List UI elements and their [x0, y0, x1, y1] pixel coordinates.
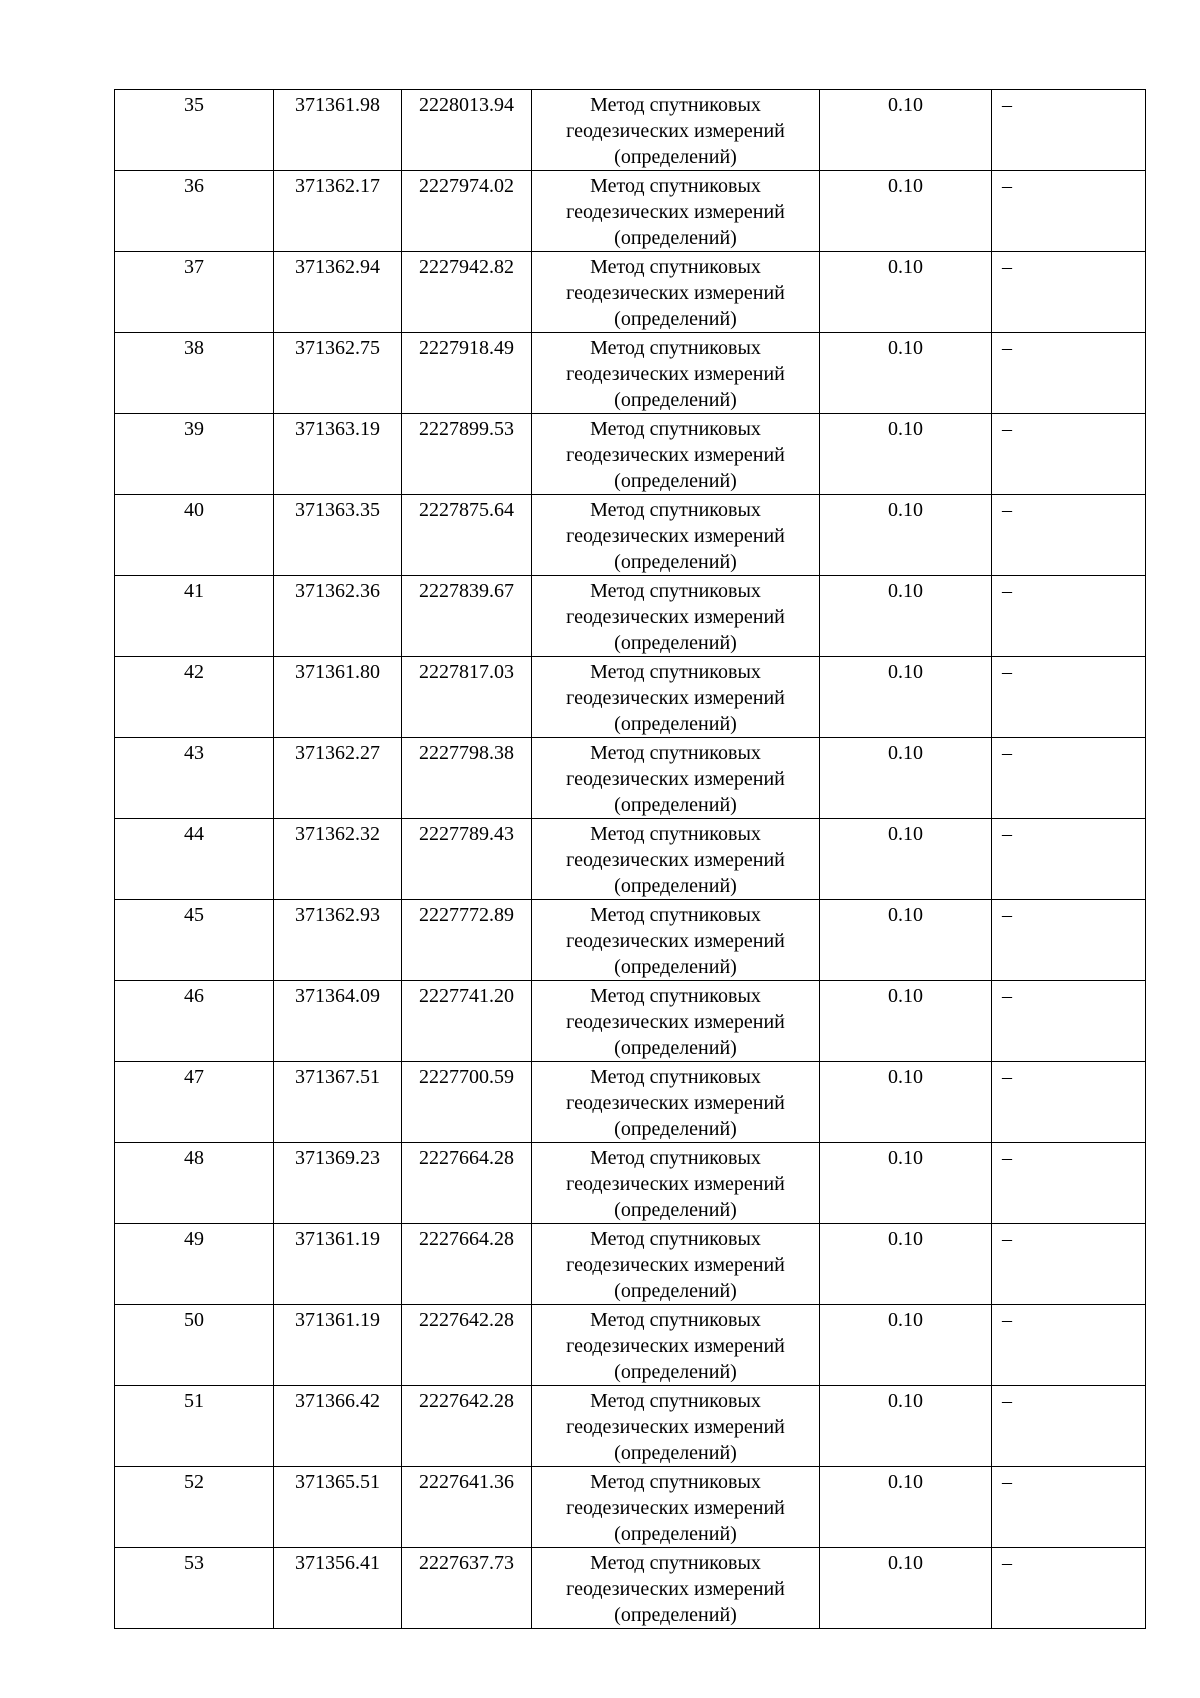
y-coordinate-cell: 2227642.28: [402, 1386, 532, 1467]
table-row: [115, 171, 1146, 252]
y-coordinate-cell: 2227772.89: [402, 900, 532, 981]
x-coordinate-cell: 371356.41: [274, 1548, 402, 1629]
table-row: [115, 414, 1146, 495]
method-text-line: (определений): [614, 632, 737, 654]
method-cell: [532, 819, 820, 900]
x-coordinate-cell: 371362.93: [274, 900, 402, 981]
accuracy-cell: 0.10: [820, 1548, 992, 1629]
x-coordinate-cell: 371361.19: [274, 1224, 402, 1305]
method-cell: [532, 576, 820, 657]
note-cell: –: [992, 738, 1146, 819]
accuracy-cell: 0.10: [820, 900, 992, 981]
y-coordinate-cell: 2227918.49: [402, 333, 532, 414]
table-row: [115, 90, 1146, 171]
method-text-line: (определений): [614, 1118, 737, 1140]
method-text-line: (определений): [614, 875, 737, 897]
method-text-line: геодезических измерений: [566, 606, 785, 628]
note-cell: –: [992, 1548, 1146, 1629]
x-coordinate-cell: 371367.51: [274, 1062, 402, 1143]
point-number-cell: 37: [115, 252, 274, 333]
method-text-line: Метод спутниковых: [590, 661, 761, 683]
table-row: [115, 819, 1146, 900]
point-number-cell: 45: [115, 900, 274, 981]
method-text-line: (определений): [614, 308, 737, 330]
y-coordinate-cell: 2227899.53: [402, 414, 532, 495]
accuracy-cell: 0.10: [820, 1224, 992, 1305]
table-row: [115, 1467, 1146, 1548]
y-coordinate-cell: 2227839.67: [402, 576, 532, 657]
method-text-line: Метод спутниковых: [590, 94, 761, 116]
method-text-line: (определений): [614, 1523, 737, 1545]
y-coordinate-cell: 2227664.28: [402, 1224, 532, 1305]
accuracy-cell: 0.10: [820, 1143, 992, 1224]
method-cell: [532, 1386, 820, 1467]
note-cell: –: [992, 90, 1146, 171]
method-cell: [532, 900, 820, 981]
point-number-cell: 43: [115, 738, 274, 819]
x-coordinate-cell: 371361.80: [274, 657, 402, 738]
method-text-line: (определений): [614, 551, 737, 573]
note-cell: –: [992, 333, 1146, 414]
x-coordinate-cell: 371362.36: [274, 576, 402, 657]
x-coordinate-cell: 371362.17: [274, 171, 402, 252]
accuracy-cell: 0.10: [820, 1467, 992, 1548]
accuracy-cell: 0.10: [820, 819, 992, 900]
method-cell: [532, 1305, 820, 1386]
accuracy-cell: 0.10: [820, 414, 992, 495]
method-cell: [532, 171, 820, 252]
method-text-line: (определений): [614, 1199, 737, 1221]
method-cell: [532, 738, 820, 819]
table-row: [115, 900, 1146, 981]
y-coordinate-cell: 2228013.94: [402, 90, 532, 171]
method-text-line: Метод спутниковых: [590, 1552, 761, 1574]
point-number-cell: 53: [115, 1548, 274, 1629]
method-text-line: геодезических измерений: [566, 687, 785, 709]
note-cell: –: [992, 981, 1146, 1062]
accuracy-cell: 0.10: [820, 495, 992, 576]
point-number-cell: 35: [115, 90, 274, 171]
point-number-cell: 36: [115, 171, 274, 252]
x-coordinate-cell: 371361.98: [274, 90, 402, 171]
method-text-line: Метод спутниковых: [590, 337, 761, 359]
x-coordinate-cell: 371369.23: [274, 1143, 402, 1224]
accuracy-cell: 0.10: [820, 1062, 992, 1143]
method-text-line: Метод спутниковых: [590, 1066, 761, 1088]
method-text-line: (определений): [614, 1361, 737, 1383]
method-text-line: геодезических измерений: [566, 1173, 785, 1195]
method-text-line: Метод спутниковых: [590, 904, 761, 926]
method-text-line: (определений): [614, 389, 737, 411]
y-coordinate-cell: 2227942.82: [402, 252, 532, 333]
method-text-line: геодезических измерений: [566, 525, 785, 547]
method-text-line: Метод спутниковых: [590, 1147, 761, 1169]
point-number-cell: 46: [115, 981, 274, 1062]
method-text-line: (определений): [614, 227, 737, 249]
table-row: [115, 1143, 1146, 1224]
method-text-line: (определений): [614, 713, 737, 735]
y-coordinate-cell: 2227664.28: [402, 1143, 532, 1224]
method-text-line: Метод спутниковых: [590, 418, 761, 440]
method-text-line: геодезических измерений: [566, 201, 785, 223]
x-coordinate-cell: 371363.19: [274, 414, 402, 495]
accuracy-cell: 0.10: [820, 171, 992, 252]
table-row: [115, 1224, 1146, 1305]
note-cell: –: [992, 576, 1146, 657]
table-row: [115, 252, 1146, 333]
accuracy-cell: 0.10: [820, 657, 992, 738]
method-text-line: (определений): [614, 470, 737, 492]
method-text-line: Метод спутниковых: [590, 1309, 761, 1331]
note-cell: –: [992, 1224, 1146, 1305]
point-number-cell: 47: [115, 1062, 274, 1143]
method-text-line: геодезических измерений: [566, 363, 785, 385]
note-cell: –: [992, 414, 1146, 495]
method-text-line: (определений): [614, 1037, 737, 1059]
accuracy-cell: 0.10: [820, 576, 992, 657]
point-number-cell: 49: [115, 1224, 274, 1305]
point-number-cell: 41: [115, 576, 274, 657]
table-row: [115, 333, 1146, 414]
x-coordinate-cell: 371362.94: [274, 252, 402, 333]
y-coordinate-cell: 2227974.02: [402, 171, 532, 252]
note-cell: –: [992, 495, 1146, 576]
table-row: [115, 495, 1146, 576]
x-coordinate-cell: 371366.42: [274, 1386, 402, 1467]
method-text-line: геодезических измерений: [566, 1335, 785, 1357]
method-text-line: геодезических измерений: [566, 1416, 785, 1438]
y-coordinate-cell: 2227817.03: [402, 657, 532, 738]
table-row: [115, 1548, 1146, 1629]
method-text-line: Метод спутниковых: [590, 823, 761, 845]
note-cell: –: [992, 171, 1146, 252]
point-number-cell: 51: [115, 1386, 274, 1467]
method-text-line: геодезических измерений: [566, 768, 785, 790]
table-row: [115, 1305, 1146, 1386]
point-number-cell: 50: [115, 1305, 274, 1386]
method-text-line: (определений): [614, 1604, 737, 1626]
note-cell: –: [992, 657, 1146, 738]
note-cell: –: [992, 819, 1146, 900]
method-text-line: (определений): [614, 956, 737, 978]
method-cell: [532, 90, 820, 171]
method-text-line: Метод спутниковых: [590, 175, 761, 197]
method-cell: [532, 414, 820, 495]
y-coordinate-cell: 2227789.43: [402, 819, 532, 900]
method-text-line: Метод спутниковых: [590, 742, 761, 764]
accuracy-cell: 0.10: [820, 738, 992, 819]
method-text-line: (определений): [614, 794, 737, 816]
table-row: [115, 1386, 1146, 1467]
method-text-line: геодезических измерений: [566, 444, 785, 466]
point-number-cell: 38: [115, 333, 274, 414]
accuracy-cell: 0.10: [820, 333, 992, 414]
method-text-line: геодезических измерений: [566, 1578, 785, 1600]
method-text-line: Метод спутниковых: [590, 985, 761, 1007]
method-text-line: Метод спутниковых: [590, 499, 761, 521]
accuracy-cell: 0.10: [820, 252, 992, 333]
y-coordinate-cell: 2227741.20: [402, 981, 532, 1062]
method-text-line: геодезических измерений: [566, 930, 785, 952]
x-coordinate-cell: 371363.35: [274, 495, 402, 576]
table-row: [115, 657, 1146, 738]
method-cell: [532, 1467, 820, 1548]
method-cell: [532, 252, 820, 333]
method-text-line: геодезических измерений: [566, 282, 785, 304]
method-cell: [532, 1143, 820, 1224]
note-cell: –: [992, 252, 1146, 333]
method-text-line: Метод спутниковых: [590, 256, 761, 278]
method-text-line: геодезических измерений: [566, 120, 785, 142]
method-cell: [532, 333, 820, 414]
method-cell: [532, 495, 820, 576]
y-coordinate-cell: 2227642.28: [402, 1305, 532, 1386]
x-coordinate-cell: 371362.75: [274, 333, 402, 414]
y-coordinate-cell: 2227700.59: [402, 1062, 532, 1143]
x-coordinate-cell: 371364.09: [274, 981, 402, 1062]
method-text-line: Метод спутниковых: [590, 1390, 761, 1412]
table-body: [115, 90, 1146, 1629]
method-cell: [532, 1224, 820, 1305]
method-text-line: геодезических измерений: [566, 1497, 785, 1519]
method-cell: [532, 1548, 820, 1629]
method-text-line: (определений): [614, 1280, 737, 1302]
point-number-cell: 44: [115, 819, 274, 900]
x-coordinate-cell: 371365.51: [274, 1467, 402, 1548]
table-row: [115, 738, 1146, 819]
method-cell: [532, 981, 820, 1062]
accuracy-cell: 0.10: [820, 1386, 992, 1467]
note-cell: –: [992, 1467, 1146, 1548]
note-cell: –: [992, 900, 1146, 981]
y-coordinate-cell: 2227637.73: [402, 1548, 532, 1629]
x-coordinate-cell: 371362.32: [274, 819, 402, 900]
y-coordinate-cell: 2227875.64: [402, 495, 532, 576]
method-text-line: (определений): [614, 1442, 737, 1464]
method-text-line: Метод спутниковых: [590, 580, 761, 602]
point-number-cell: 48: [115, 1143, 274, 1224]
method-cell: [532, 657, 820, 738]
point-number-cell: 39: [115, 414, 274, 495]
accuracy-cell: 0.10: [820, 90, 992, 171]
y-coordinate-cell: 2227798.38: [402, 738, 532, 819]
method-text-line: геодезических измерений: [566, 1092, 785, 1114]
note-cell: –: [992, 1386, 1146, 1467]
point-number-cell: 40: [115, 495, 274, 576]
point-number-cell: 52: [115, 1467, 274, 1548]
table-row: [115, 576, 1146, 657]
table-row: [115, 981, 1146, 1062]
note-cell: –: [992, 1143, 1146, 1224]
method-cell: [532, 1062, 820, 1143]
method-text-line: Метод спутниковых: [590, 1471, 761, 1493]
method-text-line: геодезических измерений: [566, 1254, 785, 1276]
method-text-line: (определений): [614, 146, 737, 168]
method-text-line: геодезических измерений: [566, 849, 785, 871]
x-coordinate-cell: 371362.27: [274, 738, 402, 819]
method-text-line: Метод спутниковых: [590, 1228, 761, 1250]
table-row: [115, 1062, 1146, 1143]
y-coordinate-cell: 2227641.36: [402, 1467, 532, 1548]
accuracy-cell: 0.10: [820, 1305, 992, 1386]
method-text-line: геодезических измерений: [566, 1011, 785, 1033]
note-cell: –: [992, 1305, 1146, 1386]
accuracy-cell: 0.10: [820, 981, 992, 1062]
coordinates-table: [114, 89, 1146, 1629]
note-cell: –: [992, 1062, 1146, 1143]
x-coordinate-cell: 371361.19: [274, 1305, 402, 1386]
point-number-cell: 42: [115, 657, 274, 738]
